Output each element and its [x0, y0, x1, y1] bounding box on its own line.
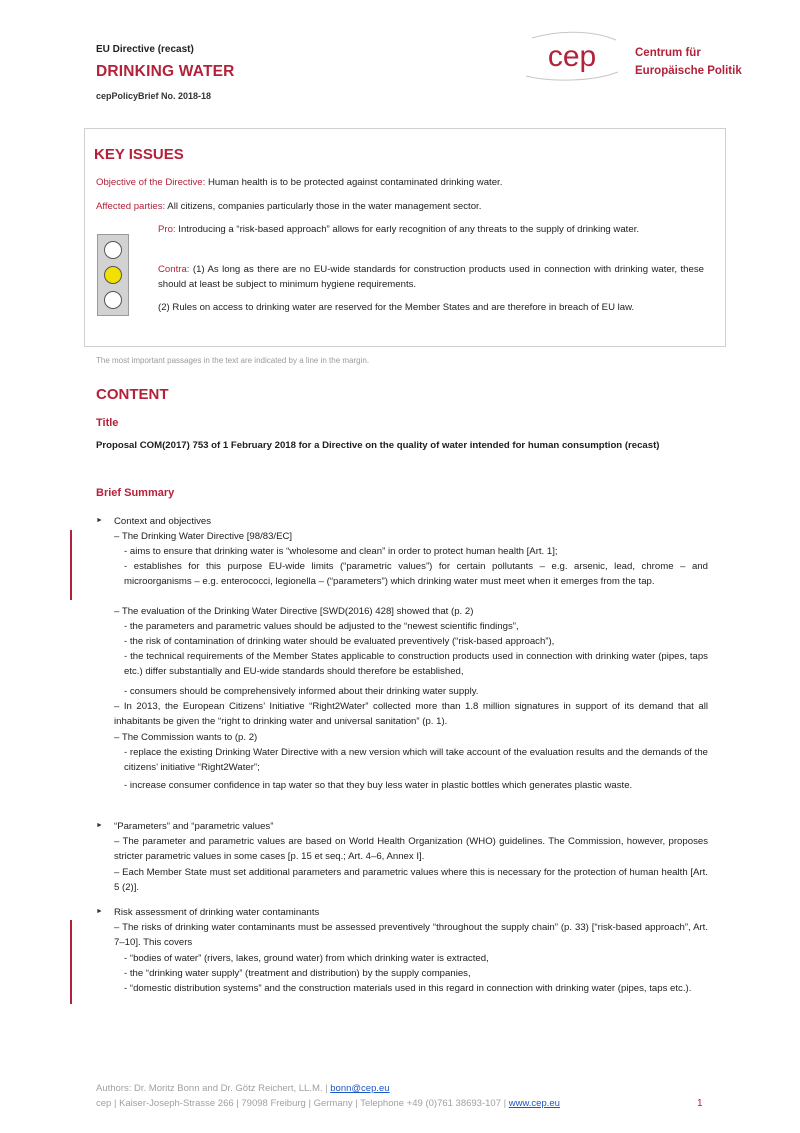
list-item-text: the technical requirements of the Member States applicable to construction products used in connection with drinking water (pipes, taps etc.) differ substantially and EU-wide standards should therefore be established,	[124, 651, 708, 677]
document-series: EU Directive (recast)	[96, 44, 194, 55]
section-arrow-icon: ►	[96, 517, 103, 524]
list-item-text: the “drinking water supply” (treatment and distribution) by the supply companies,	[129, 968, 471, 979]
list-item-text: establishes for this purpose EU-wide limits (“parametric values”) for certain pollutants – e.g. arsenic, lead, chrome – and microorganisms – e.g. enterococci, legionella – (“parameters”) which drinking water must meet when it emerges from the tap.	[124, 561, 708, 587]
list-item-text: replace the existing Drinking Water Directive with a new version which will take account of the evaluation results and the demands of the citizens’ initiative “Right2Water”;	[124, 747, 708, 773]
list-item-text: The evaluation of the Drinking Water Directive [SWD(2016) 428] showed that (p. 2)	[121, 606, 474, 617]
key-issues-contra-2: (2) Rules on access to drinking water are reserved for the Member States and are therefore in breach of EU law.	[158, 302, 635, 313]
list-item-text: the risk of contamination of drinking water should be evaluated preventively (“risk-based approach”),	[129, 636, 555, 647]
footer-authors	[96, 1083, 390, 1094]
key-issues-pro	[158, 222, 704, 237]
margin-bar	[70, 530, 72, 600]
list-item-text: aims to ensure that drinking water is “wholesome and clean” in order to protect human health [Art. 1];	[129, 546, 558, 557]
list-item-text: the parameters and parametric values should be adjusted to the “newest scientific findings”,	[129, 621, 519, 632]
traffic-light-icon	[97, 234, 129, 316]
page-number: 1	[697, 1098, 703, 1109]
list-item: - replace the existing Drinking Water Directive with a new version which will take account of the evaluation results and the demands of the citizens’ initiative “Right2Water”;	[124, 747, 708, 773]
affected-label: Affected parties:	[96, 201, 166, 212]
list-item: - increase consumer confidence in tap water so that they buy less water in plastic bottles which generates plastic waste.	[124, 780, 633, 791]
list-item: – Each Member State must set additional parameters and parametric values where this is necessary for the protection of human health [Art. 5 (2)].	[114, 867, 708, 893]
list-item-text: increase consumer confidence in tap water so that they buy less water in plastic bottles which generates plastic waste.	[129, 780, 633, 791]
footer-address	[96, 1098, 560, 1109]
list-item: - establishes for this purpose EU-wide limits (“parametric values”) for certain pollutants – e.g. arsenic, lead, chrome – and microorganisms – e.g. enterococci, legionella – (“parameters”) which drinking water must meet when it emerges from the tap.	[124, 561, 708, 587]
list-item: – The evaluation of the Drinking Water Directive [SWD(2016) 428] showed that (p. 2)	[114, 606, 474, 617]
section-heading: “Parameters” and “parametric values”	[114, 821, 274, 832]
traffic-light-top	[104, 241, 122, 259]
list-item-text: The risks of drinking water contaminants must be assessed preventively “throughout the supply chain” (p. 33) [“risk-based approach”, Art. 7–10]. This covers	[114, 922, 709, 948]
website-link[interactable]: www.cep.eu	[508, 1098, 560, 1109]
section-arrow-icon: ►	[96, 908, 103, 915]
cep-logo	[522, 28, 622, 84]
list-item-text: The parameter and parametric values are based on World Health Organization (WHO) guidelines. The Commission, however, proposes stricter parametric values in some cases [p. 15 et seq.; Art. 4–6, Annex I].	[114, 836, 708, 862]
list-item: – The risks of drinking water contaminants must be assessed preventively “throughout the supply chain” (p. 33) [“risk-based approach”, Art. 7–10]. This covers	[114, 922, 709, 948]
list-item: - the parameters and parametric values should be adjusted to the “newest scientific findings”,	[124, 621, 519, 632]
organisation-name-line2: Europäische Politik	[635, 65, 742, 77]
contra-label: Contra:	[158, 264, 190, 275]
list-item-text: “bodies of water” (rivers, lakes, ground water) from which drinking water is extracted,	[129, 953, 489, 964]
list-item-text: In 2013, the European Citizens’ Initiative “Right2Water” collected more than 1.8 million signatures in support of its demand that all inhabitants be given the “right to drinking water and universal sanitation” (p. 1).	[114, 701, 708, 727]
summary-heading: Brief Summary	[96, 487, 175, 499]
list-item: – In 2013, the European Citizens’ Initiative “Right2Water” collected more than 1.8 million signatures in support of its demand that all inhabitants be given the “right to drinking water and universal sanitation” (p. 1).	[114, 701, 708, 727]
key-issues-affected	[96, 199, 708, 214]
section-heading: Context and objectives	[114, 516, 212, 527]
margin-note: The most important passages in the text are indicated by a line in the margin.	[96, 356, 370, 365]
list-item: - the risk of contamination of drinking water should be evaluated preventively (“risk-based approach”),	[124, 636, 555, 647]
key-issues-contra	[158, 262, 704, 292]
list-item-text: The Drinking Water Directive [98/83/EC]	[121, 531, 293, 542]
traffic-light-middle-yellow	[104, 266, 122, 284]
brief-number: cepPolicyBrief No. 2018-18	[96, 91, 212, 101]
list-item: - the “drinking water supply” (treatment and distribution) by the supply companies,	[124, 968, 471, 979]
key-issues-title: KEY ISSUES	[94, 146, 184, 163]
traffic-light-bottom	[104, 291, 122, 309]
objective-text: Human health is to be protected against contaminated drinking water.	[205, 177, 503, 188]
content-title: CONTENT	[96, 386, 169, 403]
section-heading: Risk assessment of drinking water contaminants	[114, 907, 320, 918]
list-item-text: consumers should be comprehensively informed about their drinking water supply.	[129, 686, 479, 697]
email-link[interactable]: bonn@cep.eu	[330, 1083, 390, 1094]
list-item: - “domestic distribution systems” and the construction materials used in this regard in connection with drinking water (pipes, taps etc.).	[124, 983, 692, 994]
list-item-text: The Commission wants to (p. 2)	[121, 732, 258, 743]
pro-label: Pro:	[158, 224, 176, 235]
key-issues-objective	[96, 175, 708, 190]
list-item: - the technical requirements of the Member States applicable to construction products used in connection with drinking water (pipes, taps etc.) differ substantially and EU-wide standards should therefore be established,	[124, 651, 708, 677]
section-arrow-icon: ►	[96, 822, 103, 829]
address-text: cep | Kaiser-Joseph-Strasse 266 | 79098 Freiburg | Germany | Telephone +49 (0)761 38693-107 |	[96, 1098, 509, 1109]
list-item: – The parameter and parametric values are based on World Health Organization (WHO) guidelines. The Commission, however, proposes stricter parametric values in some cases [p. 15 et seq.; Art. 4–6, Annex I].	[114, 836, 708, 862]
authors-text: Authors: Dr. Moritz Bonn and Dr. Götz Reichert, LL.M. |	[96, 1083, 331, 1094]
list-item-text: Each Member State must set additional parameters and parametric values where this is necessary for the protection of human health [Art. 5 (2)].	[114, 867, 708, 893]
list-item: - consumers should be comprehensively informed about their drinking water supply.	[124, 686, 479, 697]
organisation-name	[635, 44, 742, 80]
pro-text: Introducing a “risk-based approach” allows for early recognition of any threats to the supply of drinking water.	[175, 224, 640, 235]
list-item: – The Drinking Water Directive [98/83/EC]	[114, 531, 293, 542]
list-item: – The Commission wants to (p. 2)	[114, 732, 258, 743]
affected-text: All citizens, companies particularly those in the water management sector.	[165, 201, 482, 212]
margin-bar	[70, 920, 72, 1004]
list-item: - “bodies of water” (rivers, lakes, ground water) from which drinking water is extracted,	[124, 953, 489, 964]
organisation-name-line1: Centrum für	[635, 47, 701, 59]
list-item: - aims to ensure that drinking water is “wholesome and clean” in order to protect human health [Art. 1];	[124, 546, 558, 557]
document-title: DRINKING WATER	[96, 63, 235, 80]
contra-text: (1) As long as there are no EU-wide standards for construction products used in connection with drinking water, these should at least be subject to minimum hygiene requirements.	[158, 264, 704, 290]
list-item-text: “domestic distribution systems” and the construction materials used in this regard in connection with drinking water (pipes, taps etc.).	[129, 983, 692, 994]
title-heading: Title	[96, 417, 119, 429]
proposal-title: Proposal COM(2017) 753 of 1 February 2018 for a Directive on the quality of water intended for human consumption (recast)	[96, 440, 660, 451]
objective-label: Objective of the Directive:	[96, 177, 206, 188]
logo-wordmark: cep	[547, 40, 597, 73]
